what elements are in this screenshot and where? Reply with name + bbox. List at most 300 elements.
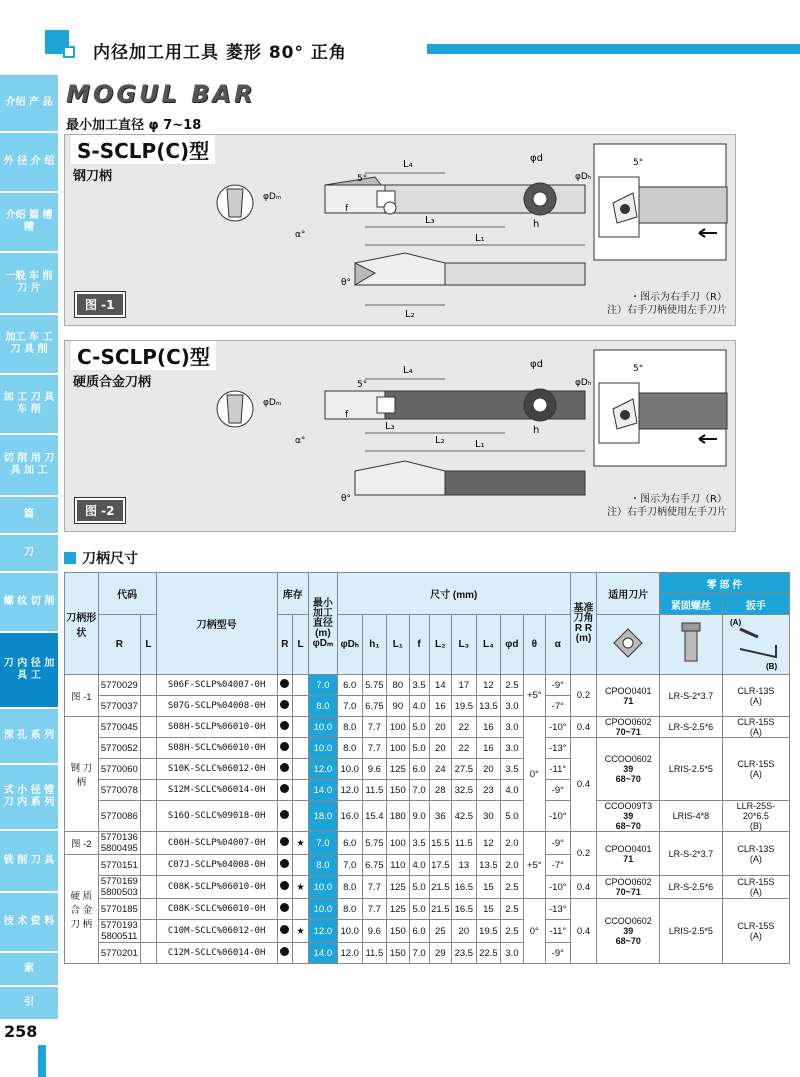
th-r: R	[98, 615, 140, 675]
dim-l4-cell: 13.5	[476, 855, 501, 876]
alpha-cell: -10°	[545, 717, 570, 738]
dim-dh-cell: 6.0	[337, 832, 362, 855]
dim-h1-cell: 7.7	[362, 899, 387, 920]
dim-l1-cell: 125	[387, 876, 409, 899]
stock-dot-icon	[280, 837, 289, 846]
dim-l3-cell: 20	[452, 920, 477, 943]
wrench-code: (A)	[749, 695, 762, 706]
sidebar-item[interactable]: 深 孔 系 列	[0, 709, 58, 765]
th-model: 刀柄型号	[156, 573, 277, 675]
stock-dot-icon	[280, 784, 289, 793]
stock-r-cell	[277, 920, 293, 943]
th-h1: h₁	[362, 615, 387, 675]
nose-cell: 0.4	[570, 738, 597, 832]
th-parts: 零 部 件	[660, 573, 790, 594]
dim-h: h	[533, 425, 540, 436]
th-f: f	[409, 615, 429, 675]
th-insert: 适用刀片	[597, 573, 660, 615]
dim-dh-cell: 12.0	[337, 780, 362, 801]
min-dia-cell: 10.0	[308, 899, 337, 920]
model-cell: C06H-SCLP%04007-0H	[156, 832, 277, 855]
code-r-cell	[98, 738, 140, 759]
min-dia-cell: 8.0	[308, 696, 337, 717]
th-nose: 基准刀角R R (m)	[570, 573, 597, 675]
sidebar-item[interactable]: 索	[0, 953, 58, 987]
sidebar-item[interactable]: 刀	[0, 535, 58, 573]
code-l-cell	[141, 738, 157, 759]
panel-note	[607, 493, 727, 519]
dim-d-cell: 3.5	[501, 759, 523, 780]
th-shape: 刀柄形状	[65, 573, 99, 675]
min-dia-cell: 10.0	[308, 738, 337, 759]
sidebar-item[interactable]: 加工 车 工刀 具 削	[0, 315, 58, 375]
th-dh: φDₕ	[337, 615, 362, 675]
panel-type-label: C-SCLP(C)型	[71, 341, 216, 370]
dim-l4-cell: 20	[476, 759, 501, 780]
dim-dh-cell: 8.0	[337, 876, 362, 899]
dim-l4-cell: 16	[476, 717, 501, 738]
dim-l1-cell: 110	[387, 855, 409, 876]
sidebar-item[interactable]: 外 径 介 绍	[0, 133, 58, 193]
dim-h1-cell: 5.75	[362, 832, 387, 855]
min-dia-cell: 14.0	[308, 780, 337, 801]
dim-l1: L₁	[475, 439, 485, 450]
dim-l4-cell: 15	[476, 899, 501, 920]
code-r: 5770086	[100, 810, 138, 822]
insert-code: 39	[623, 811, 634, 821]
insert-cell	[597, 899, 660, 964]
min-dia-cell: 14.0	[308, 943, 337, 964]
shape-cell: 钢 刀 柄	[65, 717, 99, 832]
dim-l2: L₂	[405, 309, 415, 320]
wrench-code: (A)	[749, 887, 762, 897]
dim-h1-cell: 6.75	[362, 696, 387, 717]
dim-l1-cell: 90	[387, 696, 409, 717]
alpha-cell: -13°	[545, 899, 570, 920]
model-cell: S16Q-SCLC%09018-0H	[156, 801, 277, 832]
sidebar-item[interactable]: 篇	[0, 497, 58, 535]
dim-l3-cell: 27.5	[452, 759, 477, 780]
stock-l-cell: ★	[293, 876, 309, 899]
theta-cell: +5°	[523, 832, 545, 899]
min-dia-cell: 7.0	[308, 832, 337, 855]
dim-h1-cell: 6.75	[362, 855, 387, 876]
code-r-alt: 5800503	[100, 887, 138, 898]
dim-d-cell: 2.0	[501, 832, 523, 855]
dim-f-cell: 6.0	[409, 759, 429, 780]
wrench-cell	[722, 832, 789, 876]
shank-top-view	[355, 461, 585, 495]
dim-h1-cell: 7.7	[362, 717, 387, 738]
dim-d-cell: 3.0	[501, 696, 523, 717]
nose-cell: 0.4	[570, 717, 597, 738]
dim-dh: φDₕ	[575, 378, 592, 388]
th-l2: L₂	[429, 615, 451, 675]
th-theta: θ	[523, 615, 545, 675]
dim-f-cell: 7.0	[409, 780, 429, 801]
dim-l1: L₁	[475, 233, 485, 244]
shape-cell: 图 -2	[65, 832, 99, 855]
screw-cell: LRIS-4*8	[660, 801, 723, 832]
end-view	[217, 185, 253, 221]
wrench-code: (A)	[749, 769, 762, 779]
dim-l1-cell: 180	[387, 801, 409, 832]
dim-l4-cell: 16	[476, 738, 501, 759]
screw-cell: LR-S-2*3.7	[660, 675, 723, 717]
model-cell: S07G-SCLP%04008-0H	[156, 696, 277, 717]
sidebar-item[interactable]: 引	[0, 987, 58, 1021]
min-dia-cell: 12.0	[308, 920, 337, 943]
code-l-cell	[141, 696, 157, 717]
panel-note	[607, 291, 727, 317]
dim-dh-cell: 8.0	[337, 899, 362, 920]
th-min-dia: 最小加工直径 (m) φDₘ	[308, 573, 337, 675]
model-cell: C07J-SCLP%04008-0H	[156, 855, 277, 876]
code-l-cell	[141, 759, 157, 780]
th-phid: φd	[501, 615, 523, 675]
code-r-cell	[98, 920, 140, 943]
stock-r-cell	[277, 738, 293, 759]
stock-dot-icon	[280, 763, 289, 772]
spec-table-body	[65, 675, 790, 964]
dim-l2-cell: 29	[429, 943, 451, 964]
sidebar	[0, 75, 58, 1008]
sidebar-item[interactable]: 介绍 产 品	[0, 75, 58, 133]
code-l-cell	[141, 717, 157, 738]
stock-dot-icon	[280, 925, 289, 934]
stock-r-cell	[277, 801, 293, 832]
code-r: 5770136	[100, 832, 138, 843]
dim-l2-cell: 16	[429, 696, 451, 717]
model-cell: S08H-SCLC%06010-0H	[156, 738, 277, 759]
insert-code: CCOO09T3	[604, 801, 653, 811]
wrench-code: LLR-25S-	[736, 801, 776, 811]
detail-5deg: 5°	[633, 158, 644, 168]
wrench-cell	[722, 717, 789, 738]
code-l-cell	[141, 920, 157, 943]
stock-l-cell	[293, 780, 309, 801]
insert-code: 39	[623, 764, 634, 774]
dim-dh-cell: 7.0	[337, 855, 362, 876]
code-r-cell	[98, 899, 140, 920]
dim-l1-cell: 150	[387, 943, 409, 964]
wrench-code: 20*6.5	[742, 811, 769, 821]
code-r: 5770201	[100, 947, 138, 959]
stock-dot-icon	[280, 903, 289, 912]
alpha-cell: -9°	[545, 943, 570, 964]
code-r: 5770045	[100, 721, 138, 733]
wrench-code: CLR-15S	[737, 877, 775, 887]
code-l-cell	[141, 675, 157, 696]
th-screw: 紧固螺丝	[660, 594, 723, 615]
wrench-code: CLR-15S	[737, 921, 775, 931]
dim-dm: φDₘ	[263, 398, 282, 408]
sidebar-item[interactable]: 切 削 用 刀 具 加 工	[0, 435, 58, 497]
stock-r-cell	[277, 675, 293, 696]
th-l3: L₃	[452, 615, 477, 675]
dim-l3: L₃	[385, 421, 395, 432]
alpha-cell: -11°	[545, 920, 570, 943]
model-cell: S10K-SCLC%06012-0H	[156, 759, 277, 780]
shape-cell: 硬 质 合 金 刀 柄	[65, 855, 99, 964]
dim-l3-cell: 17	[452, 675, 477, 696]
dim-phid: φd	[530, 153, 543, 164]
page-number: 258	[4, 1022, 38, 1041]
code-r: 5770078	[100, 784, 138, 796]
dim-l4-cell: 15	[476, 876, 501, 899]
insert-code: 39	[623, 926, 634, 936]
code-r-cell	[98, 832, 140, 855]
min-dia-cell: 10.0	[308, 876, 337, 899]
dim-d-cell: 2.0	[501, 855, 523, 876]
page-title: 内径加工用工具 菱形 80° 正角	[93, 43, 347, 63]
alpha-cell: -9°	[545, 832, 570, 855]
nose-cell: 0.4	[570, 899, 597, 964]
table-row	[65, 801, 790, 832]
dim-f-cell: 5.0	[409, 899, 429, 920]
sidebar-item[interactable]: 一般 车 削 刀 片	[0, 253, 58, 315]
table-row	[65, 738, 790, 759]
min-dia-cell: 18.0	[308, 801, 337, 832]
dim-d-cell: 5.0	[501, 801, 523, 832]
wrench-code: (A)	[749, 853, 762, 864]
detail-5deg: 5°	[633, 364, 644, 374]
stock-l-cell	[293, 717, 309, 738]
page-header	[45, 30, 800, 70]
dim-l4-cell: 30	[476, 801, 501, 832]
dim-f: f	[345, 410, 349, 420]
insert-code: CCOO0602	[604, 754, 652, 764]
stock-dot-icon	[280, 721, 289, 730]
insert-code: 68~70	[615, 936, 641, 946]
stock-dot-icon	[280, 810, 289, 819]
table-row	[65, 876, 790, 899]
wrench-code: (B)	[749, 821, 762, 831]
panel-subtitle: 钢刀柄	[73, 169, 113, 184]
section-square-icon	[64, 552, 76, 564]
note-line: 注）右手刀柄使用左手刀片	[607, 305, 727, 316]
dim-l3-cell: 32.5	[452, 780, 477, 801]
dim-dh-cell: 8.0	[337, 738, 362, 759]
tool-drawing	[205, 351, 592, 527]
code-r-cell	[98, 876, 140, 899]
dim-l4: L₄	[403, 365, 413, 376]
dim-d-cell: 3.0	[501, 717, 523, 738]
wrench-image-icon	[722, 615, 789, 675]
insert-code: 71	[623, 695, 634, 706]
dim-l3: L₃	[425, 215, 435, 226]
stock-dot-icon	[280, 859, 289, 868]
th-wrench: 扳手	[722, 594, 789, 615]
dim-f-cell: 3.5	[409, 832, 429, 855]
wrench-code: CLR-13S	[737, 843, 775, 854]
dim-l4-cell: 12	[476, 832, 501, 855]
dim-l3-cell: 13	[452, 855, 477, 876]
dim-f-cell: 9.0	[409, 801, 429, 832]
code-r-cell	[98, 855, 140, 876]
table-row	[65, 832, 790, 855]
code-r: 5770169	[100, 876, 138, 887]
table-row	[65, 675, 790, 696]
dim-l3-cell: 16.5	[452, 876, 477, 899]
sidebar-item[interactable]: 式 小 径 镗 刀 内 系 列	[0, 765, 58, 831]
stock-dot-icon	[280, 947, 289, 956]
insert-cell	[597, 832, 660, 876]
theta-cell: +5°	[523, 675, 545, 717]
code-r-alt: 5800495	[100, 843, 138, 854]
dim-h1-cell: 11.5	[362, 780, 387, 801]
insert-cell	[597, 738, 660, 801]
dim-l3-cell: 19.5	[452, 696, 477, 717]
dim-f-cell: 3.5	[409, 675, 429, 696]
note-line: ・图示为右手刀（R）	[630, 292, 727, 303]
th-dims: 尺寸 (mm)	[337, 573, 570, 615]
insert-detail-view	[593, 143, 727, 261]
wrench-code: CLR-13S	[737, 685, 775, 696]
sidebar-item[interactable]: 螺 纹 切 削	[0, 573, 58, 633]
dim-d-cell: 2.5	[501, 920, 523, 943]
model-cell: S06F-SCLP%04007-0H	[156, 675, 277, 696]
nose-cell: 0.2	[570, 832, 597, 876]
dim-d-cell: 4.0	[501, 780, 523, 801]
alpha-cell: -9°	[545, 675, 570, 696]
insert-code: CPOO0602	[604, 877, 652, 887]
dim-dh-cell: 10.0	[337, 759, 362, 780]
sidebar-item[interactable]: 技 术 资 料	[0, 893, 58, 953]
stock-dot-icon	[280, 742, 289, 751]
figure-label: 图 -2	[75, 498, 125, 523]
panel-type-label: S-SCLP(C)型	[71, 135, 215, 164]
screw-cell: LR-S-2*3.7	[660, 832, 723, 876]
stock-l-cell	[293, 759, 309, 780]
sidebar-item[interactable]: 铣 削 刀 具	[0, 831, 58, 893]
stock-r-cell	[277, 899, 293, 920]
wrench-cell	[722, 738, 789, 801]
code-r: 5770029	[100, 679, 138, 691]
sidebar-item[interactable]: 加 工 刀 具 车 削	[0, 375, 58, 435]
dim-l2-cell: 21.5	[429, 876, 451, 899]
drawing-panel-1	[64, 134, 736, 326]
stock-r-cell	[277, 696, 293, 717]
dim-l3-cell: 22	[452, 738, 477, 759]
sidebar-item[interactable]: 介绍 篇 槽糟	[0, 193, 58, 253]
model-cell: C08K-SCLP%06010-0H	[156, 876, 277, 899]
dim-5deg: 5°	[357, 174, 368, 184]
insert-code: 68~70	[615, 774, 641, 784]
dim-l4: L₄	[403, 159, 413, 170]
dim-f: f	[345, 204, 349, 214]
dim-h1-cell: 7.7	[362, 738, 387, 759]
insert-cell	[597, 801, 660, 832]
stock-r-cell	[277, 943, 293, 964]
dim-dh-cell: 10.0	[337, 920, 362, 943]
dim-d-cell: 2.5	[501, 876, 523, 899]
sidebar-item-active[interactable]: 刀 内 径 加 具 工	[0, 633, 58, 709]
th-l: L	[141, 615, 157, 675]
dim-l4-cell: 23	[476, 780, 501, 801]
screw-cell: LRIS-2.5*5	[660, 899, 723, 964]
dim-theta: θ°	[341, 278, 352, 288]
dim-h1-cell: 9.6	[362, 920, 387, 943]
page-number-bar	[38, 1045, 46, 1077]
dim-f-cell: 5.0	[409, 738, 429, 759]
code-r-alt: 5800511	[101, 931, 138, 942]
shank-top-view	[355, 253, 585, 285]
wrench-cell	[722, 801, 789, 832]
min-dia-cell: 7.0	[308, 675, 337, 696]
model-cell: S12M-SCLC%06014-0H	[156, 780, 277, 801]
dim-d-cell: 2.5	[501, 675, 523, 696]
wrench-code: CLR-15S	[737, 759, 775, 769]
wrench-cell	[722, 876, 789, 899]
code-r: 5770185	[100, 903, 138, 915]
min-dia-cell: 8.0	[308, 855, 337, 876]
dim-dm: φDₘ	[263, 192, 282, 202]
dim-l2-cell: 25	[429, 920, 451, 943]
insert-code: CCOO0602	[604, 916, 652, 926]
dim-l2-cell: 14	[429, 675, 451, 696]
screw-cell: LR-S-2.5*6	[660, 876, 723, 899]
code-r: 5770052	[100, 742, 138, 754]
dim-l3-cell: 16.5	[452, 899, 477, 920]
alpha-cell: -10°	[545, 801, 570, 832]
insert-code: 71	[623, 853, 634, 864]
alpha-cell: -9°	[545, 780, 570, 801]
dim-l2-cell: 17.5	[429, 855, 451, 876]
code-l-cell	[141, 801, 157, 832]
dim-l4-cell: 22.5	[476, 943, 501, 964]
dim-l1-cell: 100	[387, 738, 409, 759]
figure-label: 图 -1	[75, 292, 125, 317]
insert-cell	[597, 876, 660, 899]
stock-dot-icon	[280, 679, 289, 688]
dim-l4-cell: 12	[476, 675, 501, 696]
table-row	[65, 717, 790, 738]
wrench-code: (A)	[749, 727, 762, 737]
min-diameter: 最小加工直径 φ 7~18	[66, 118, 202, 133]
code-l-cell	[141, 876, 157, 899]
stock-r-cell	[277, 759, 293, 780]
dim-l2-cell: 36	[429, 801, 451, 832]
stock-r-cell	[277, 832, 293, 855]
stock-l-cell	[293, 943, 309, 964]
dim-dh: φDₕ	[575, 172, 592, 182]
nose-cell: 0.4	[570, 876, 597, 899]
dim-f-cell: 5.0	[409, 876, 429, 899]
dim-f-cell: 5.0	[409, 717, 429, 738]
dim-h1-cell: 9.6	[362, 759, 387, 780]
code-r-cell	[98, 675, 140, 696]
brand-logo: MOGUL BAR	[66, 80, 256, 108]
dim-l3-cell: 23.5	[452, 943, 477, 964]
stock-l-cell	[293, 801, 309, 832]
th-stock-r: R	[277, 615, 293, 675]
insert-code: CPOO0401	[604, 685, 652, 696]
code-l-cell	[141, 855, 157, 876]
code-l-cell	[141, 899, 157, 920]
dim-dh-cell: 16.0	[337, 801, 362, 832]
dim-h1-cell: 7.7	[362, 876, 387, 899]
drawing-panel-2	[64, 340, 736, 532]
code-r-cell	[98, 696, 140, 717]
stock-r-cell	[277, 717, 293, 738]
code-r-cell	[98, 780, 140, 801]
code-l-cell	[141, 943, 157, 964]
dim-dh-cell: 7.0	[337, 696, 362, 717]
dim-l1-cell: 150	[387, 780, 409, 801]
model-cell: C08K-SCLC%06010-0H	[156, 899, 277, 920]
stock-r-cell	[277, 876, 293, 899]
